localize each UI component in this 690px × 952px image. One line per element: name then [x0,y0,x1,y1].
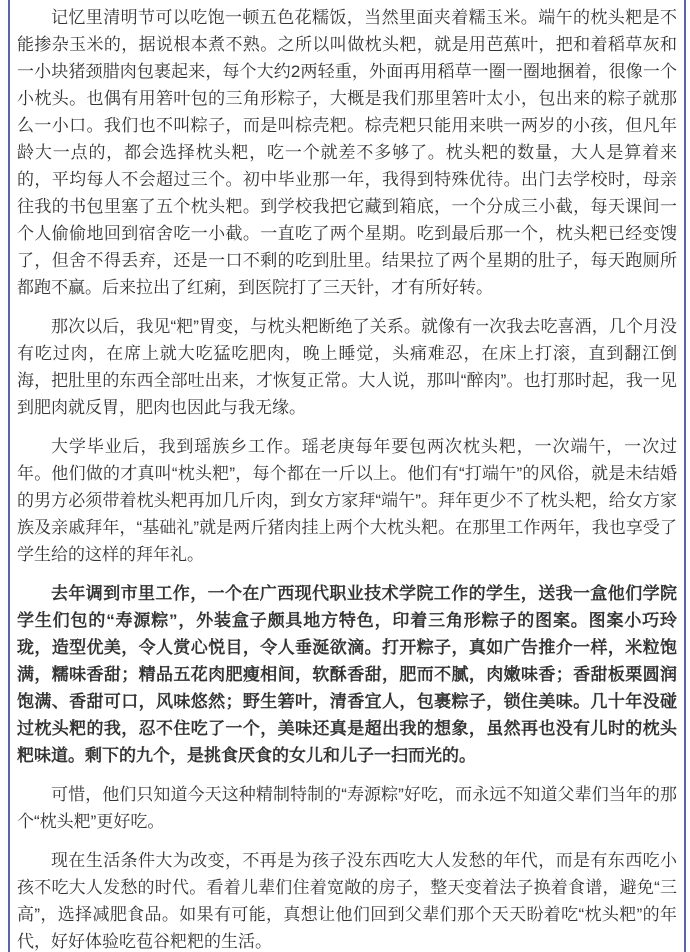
essay-body [17,4,677,952]
paragraph-pity-remark: 可惜，他们只知道今天这种精制特制的“寿源粽”好吃，而永远不知道父辈们当年的那个“枕头粑”更好吃。 [17,785,677,831]
bordered-text-sheet [8,0,686,952]
paragraph-yao-township: 大学毕业后，我到瑶族乡工作。瑶老庚每年要包两次枕头粑，一次端午，一次过年。他们做的才真叫“枕头粑”，每个都在一斤以上。他们有“打端午”的风俗，就是未结婚的男方必须带着枕头粑再加几斤肉，到女方家拜“端午”。拜年更少不了枕头粑，给女方家族及亲戚拜年，“基础礼”就是两斤猪肉挂上两个大枕头粑。在那里工作两年，我也享受了学生给的这样的拜年礼。 [17,437,677,564]
paragraph-memory-qingming: 记忆里清明节可以吃饱一顿五色花糯饭，当然里面夹着糯玉米。端午的枕头粑是不能掺杂玉米的，据说根本煮不熟。之所以叫做枕头粑，就是用芭蕉叶，把和着稻草灰和一小块猪颈腊肉包裹起来，每个大约2两轻重，外面再用稻草一圈一圈地捆着，很像一个小枕头。也偶有用箬叶包的三角形粽子，大概是我们那里箬叶太小，包出来的粽子就那么一小口。我们也不叫粽子，而是叫棕壳粑。棕壳粑只能用来哄一两岁的小孩，但凡年龄大一点的，都会选择枕头粑，吃一个就差不多够了。枕头粑的数量，大人是算着来的，平均每人不会超过三个。初中毕业那一年，我得到特殊优待。出门去学校时，母亲往我的书包里塞了五个枕头粑。到学校我把它藏到箱底，一个分成三小截，每天课间一个人偷偷地回到宿舍吃一小截。一直吃了两个星期。吃到最后那一个，枕头粑已经变馊了，但舍不得丢弃，还是一口不剩的吃到肚里。结果拉了两个星期的肚子，每天跑厕所都跑不赢。后来拉出了红痢，到医院打了三天针，才有所好转。 [17,8,677,297]
paragraph-modern-life: 现在生活条件大为改变，不再是为孩子没东西吃大人发愁的年代，而是有东西吃小孩不吃大人发愁的时代。看着儿辈们住着宽敞的房子，整天变着法子换着食谱，避免“三高”，选择减肥食品。如果有可能，真想让他们回到父辈们那个天天盼着吃“枕头粑”的年代，好好体验吃苞谷粑粑的生活。 [17,851,677,951]
paragraph-shouyuan-zongzi-gift: 去年调到市里工作，一个在广西现代职业技术学院工作的学生，送我一盒他们学院学生们包的“寿源粽”，外装盒子颇具地方特色，印着三角形粽子的图案。图案小巧玲珑，造型优美，令人赏心悦目，令人垂涎欲滴。打开粽子，真如广告推介一样，米粒饱满，糯味香甜；精品五花肉肥瘦相间，软酥香甜，肥而不腻，肉嫩味香；香甜板栗圆润饱满、香甜可口，风味悠然；野生箬叶，清香宜人，包裹粽子，锁住美味。几十年没碰过枕头粑的我，忍不住吃了一个，美味还真是超出我的想象，虽然再也没有儿时的枕头粑味道。剩下的九个，是挑食厌食的女儿和儿子一扫而光的。 [17,584,677,765]
paragraph-aversion-after: 那次以后，我见“粑”胃变，与枕头粑断绝了关系。就像有一次我去吃喜酒，几个月没有吃过肉，在席上就大吃猛吃肥肉，晚上睡觉，头痛难忍，在床上打滚，直到翻江倒海，把肚里的东西全部吐出来，才恢复正常。大人说，那叫“醉肉”。也打那时起，我一见到肥肉就反胃，肥肉也因此与我无缘。 [17,317,677,417]
